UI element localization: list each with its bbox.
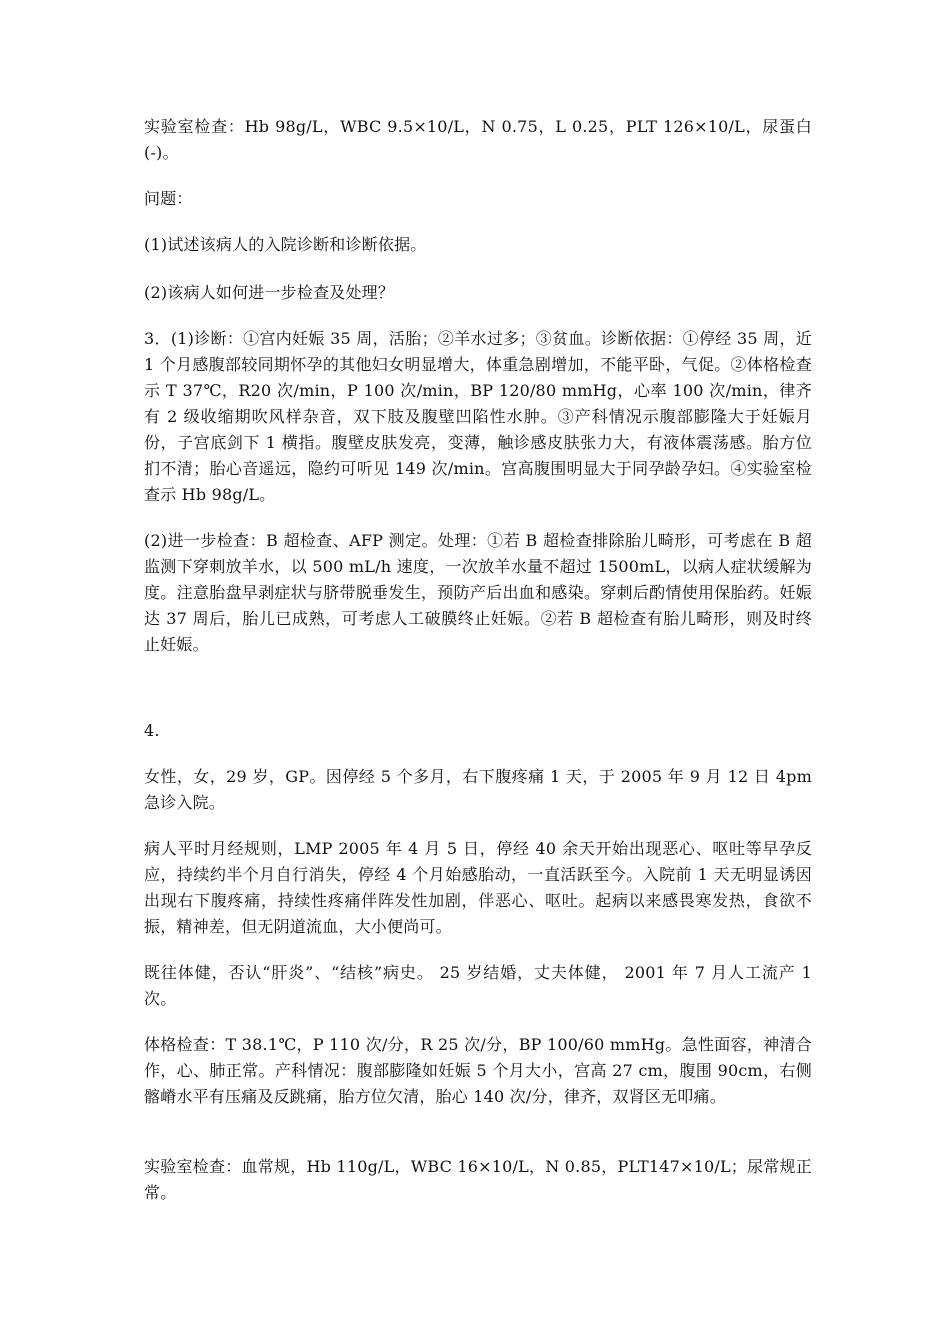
case-4-history: 病人平时月经规则，LMP 2005 年 4 月 5 日，停经 40 余天开始出现恶心、呕吐等早孕反应，持续约半个月自行消失，停经 4 个月始感胎动，一直活跃至今。入院前 1 天无明显诱因出现右下腹疼痛，持续性疼痛伴阵发性加剧，伴恶心、呕吐。起病以来感畏寒发热，食欲不振，精神差，但无阴道流血，大小便尚可。 [144,839,812,936]
case-4-lab-results: 实验室检查：血常规，Hb 110g/L，WBC 16×10/L，N 0.85，PLT147×10/L；尿常规正常。 [144,1157,812,1202]
answer-3-part-1: 3．(1)诊断：①宫内妊娠 35 周，活胎；②羊水过多；③贫血。诊断依据：①停经 35 周，近 1 个月感腹部较同期怀孕的其他妇女明显增大，体重急剧增加，不能平卧，气促。②体格检查示 T 37℃，R20 次/min，P 100 次/min，BP 120/80 mmHg，心率 100 次/min，律齐有 2 级收缩期吹风样杂音，双下肢及腹壁凹陷性水肿。③产科情况示腹部膨隆大于妊娠月份，子宫底剑下 1 横指。腹壁皮肤发亮，变薄，触诊感皮肤张力大，有液体震荡感。胎方位扪不清；胎心音遥远，隐约可听见 149 次/min。宫高腹围明显大于同孕龄孕妇。④实验室检查示 Hb 98g/L。 [144,329,812,504]
lab-results-paragraph: 实验室检查：Hb 98g/L，WBC 9.5×10/L，N 0.75，L 0.25，PLT 126×10/L，尿蛋白(-)。 [144,117,812,162]
case-4-past-history: 既往体健，否认“肝炎”、“结核”病史。 25 岁结婚，丈夫体健， 2001 年 7 月人工流产 1 次。 [144,963,812,1008]
answer-3-part-2: (2)进一步检查：B 超检查、AFP 测定。处理：①若 B 超检查排除胎儿畸形，可考虑在 B 超监测下穿刺放羊水，以 500 mL/h 速度，一次放羊水量不超过 1500mL，以病人症状缓解为度。注意胎盘早剥症状与脐带脱垂发生，预防产后出血和感染。穿刺后酌情使用保胎药。妊娠达 37 周后，胎儿已成熟，可考虑人工破膜终止妊娠。②若 B 超检查有胎儿畸形，则及时终止妊娠。 [144,531,812,654]
case-4-number: 4. [144,721,160,740]
question-2: (2)该病人如何进一步检查及处理？ [144,283,395,302]
case-4-physical-exam: 体格检查：T 38.1℃，P 110 次/分，R 25 次/分，BP 100/60 mmHg。急性面容，神清合作，心、肺正常。产科情况：腹部膨隆如妊娠 5 个月大小，宫高 27 cm，腹围 90cm，右侧髂嵴水平有压痛及反跳痛，胎方位欠清，胎心 140 次/分，律齐，双肾区无叩痛。 [144,1035,812,1106]
case-4-intro: 女性，女，29 岁，GP。因停经 5 个多月，右下腹疼痛 1 天，于 2005 年 9 月 12 日 4pm 急诊入院。 [144,767,812,812]
question-1: (1)试述该病人的入院诊断和诊断依据。 [144,235,427,254]
questions-heading: 问题： [144,189,193,208]
